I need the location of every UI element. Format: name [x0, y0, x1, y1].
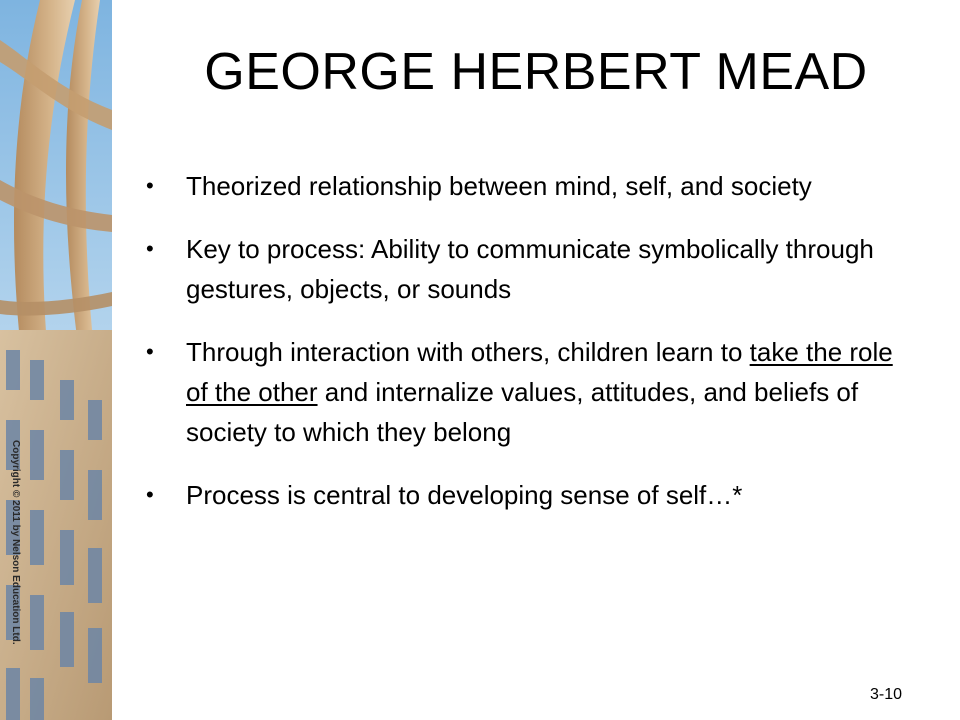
bullet-dot: •: [146, 236, 154, 261]
bullet-list: [146, 166, 906, 538]
slide-title: GEORGE HERBERT MEAD: [204, 43, 868, 101]
bullet-text: Key to process: Ability to communicate symbolically through gestures, objects, or sounds: [186, 234, 874, 304]
bullet-item: [146, 475, 906, 515]
bullet-dot: •: [146, 339, 154, 364]
bullet-text: [186, 337, 893, 447]
bullet-dot: •: [146, 173, 154, 198]
bullet-item: [146, 332, 906, 452]
bullet-item: [146, 229, 906, 309]
bullet-text-before: Through interaction with others, children learn to: [186, 337, 750, 367]
bullet-text: Theorized relationship between mind, self, and society: [186, 171, 812, 201]
architecture-photo: [0, 0, 112, 720]
copyright-notice: Copyright © 2011 by Nelson Education Ltd.: [10, 440, 21, 645]
underlined-term: take the role of the other: [186, 337, 893, 407]
bullet-item: [146, 166, 906, 206]
bullet-text: Process is central to developing sense of self…*: [186, 480, 743, 510]
page-number: 3-10: [869, 686, 902, 703]
bullet-dot: •: [146, 482, 154, 507]
bullet-text-after: and internalize values, attitudes, and beliefs of society to which they belong: [186, 377, 859, 447]
